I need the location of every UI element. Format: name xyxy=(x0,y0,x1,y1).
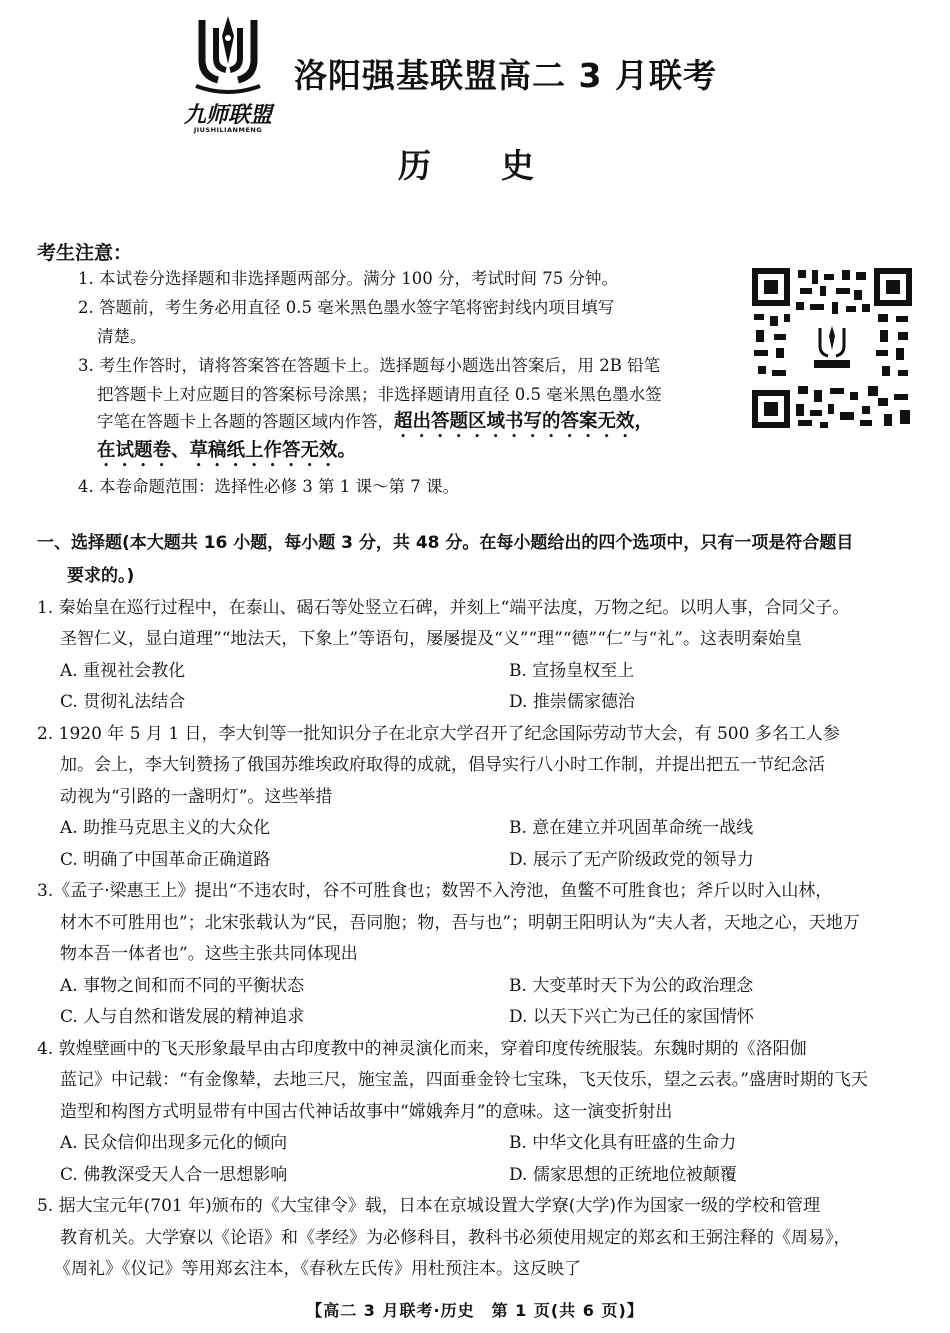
question-3-option-a[interactable]: A. 事物之间和而不同的平衡状态 xyxy=(60,976,305,996)
section-heading: 一、选择题(本大题共 16 小题，每小题 3 分，共 48 分。在每小题给出的四个选项中，只有一项是符合题目 xyxy=(37,533,854,553)
question-4-stem: 4. 敦煌壁画中的飞天形象最早由古印度教中的神灵演化而来，穿着印度传统服装。东魏时期的《洛阳伽 xyxy=(37,1039,807,1059)
logo-subtext: JIUSHILIANMENG xyxy=(193,126,263,134)
question-3-stem: 3.《孟子·梁惠王上》提出“不违农时，谷不可胜食也；数罟不入洿池，鱼鳖不可胜食也；斧斤以时入山林， xyxy=(37,881,833,901)
qr-code-icon xyxy=(750,266,914,430)
section-heading-cont: 要求的。) xyxy=(67,566,135,586)
question-4-option-c[interactable]: C. 佛教深受天人合一思想影响 xyxy=(60,1165,288,1185)
notice-item-3-text: 字笔在答题卡上各题的答题区域内作答， xyxy=(97,412,394,431)
question-2-option-c[interactable]: C. 明确了中国革命正确道路 xyxy=(60,850,271,870)
question-4-option-a[interactable]: A. 民众信仰出现多元化的倾向 xyxy=(60,1133,288,1153)
notice-emphasis-2: 在试题卷、草稿纸上作答无效。 xyxy=(97,440,357,461)
question-1-stem-cont: 圣智仁义，显白道理”“地法天，下象上”等语句，屡屡提及“义”“理”“德”“仁”与“礼”。这表明秦始皇 xyxy=(60,629,802,649)
logo-text: 九师联盟 xyxy=(183,103,272,128)
exam-title: 洛阳强基联盟高二 3 月联考 xyxy=(294,56,717,95)
question-1-option-c[interactable]: C. 贯彻礼法结合 xyxy=(60,692,186,712)
question-5-stem-cont2: 《周礼》《仪记》等用郑玄注本，《春秋左氏传》用杜预注本。这反映了 xyxy=(54,1259,581,1279)
question-3-stem-cont: 材木不可胜用也”；北宋张载认为“民，吾同胞；物，吾与也”；明朝王阳明认为“夫人者，天地之心，天地万 xyxy=(60,913,860,933)
question-4-stem-cont: 蓝记》中记载：“有金像辇，去地三尺，施宝盖，四面垂金铃七宝珠，飞天伎乐，望之云表。”盛唐时期的飞天 xyxy=(60,1070,868,1090)
question-1-option-b[interactable]: B. 宣扬皇权至上 xyxy=(509,661,635,681)
question-4-option-b[interactable]: B. 中华文化具有旺盛的生命力 xyxy=(509,1133,737,1153)
notice-item-2-cont: 清楚。 xyxy=(97,327,147,346)
question-2-option-b[interactable]: B. 意在建立并巩固革命统一战线 xyxy=(509,818,754,838)
page-footer: 【高二 3 月联考·历史 第 1 页(共 6 页)】 xyxy=(306,1301,644,1320)
subject-title: 历史 xyxy=(398,146,604,185)
notice-item-3-cont: 把答题卡上对应题目的答案标号涂黑；非选择题请用直径 0.5 毫米黑色墨水签 xyxy=(97,385,662,404)
question-2-stem: 2. 1920 年 5 月 1 日，李大钊等一批知识分子在北京大学召开了纪念国际劳动节大会，有 500 多名工人参 xyxy=(37,724,840,744)
notice-item-4: 4. 本卷命题范围：选择性必修 3 第 1 课～第 7 课。 xyxy=(78,477,459,496)
question-2-option-a[interactable]: A. 助推马克思主义的大众化 xyxy=(60,818,271,838)
logo xyxy=(172,14,284,132)
notice-emphasis-1: 超出答题区域书写的答案无效， xyxy=(394,411,654,432)
notice-item-3: 3. 考生作答时，请将答案答在答题卡上。选择题每小题选出答案后，用 2B 铅笔 xyxy=(78,356,661,375)
notice-item-3-cont3 xyxy=(97,436,356,471)
question-5-stem: 5. 据大宝元年(701 年)颁布的《大宝律令》载，日本在京城设置大学寮(大学)作为国家一级的学校和管理 xyxy=(37,1196,821,1216)
question-1-option-d[interactable]: D. 推崇儒家德治 xyxy=(509,692,635,712)
question-2-option-d[interactable]: D. 展示了无产阶级政党的领导力 xyxy=(509,850,754,870)
question-3-option-b[interactable]: B. 大变革时天下为公的政治理念 xyxy=(509,976,754,996)
question-4-stem-cont2: 造型和构图方式明显带有中国古代神话故事中“嫦娥奔月”的意味。这一演变折射出 xyxy=(60,1102,673,1122)
question-2-stem-cont: 加。会上，李大钊赞扬了俄国苏维埃政府取得的成就，倡导实行八小时工作制，并提出把五一节纪念活 xyxy=(60,755,825,775)
notice-item-1: 1. 本试卷分选择题和非选择题两部分。满分 100 分，考试时间 75 分钟。 xyxy=(78,269,618,288)
question-3-option-c[interactable]: C. 人与自然和谐发展的精神追求 xyxy=(60,1007,305,1027)
question-3-option-d[interactable]: D. 以天下兴亡为己任的家国情怀 xyxy=(509,1007,754,1027)
question-4-option-d[interactable]: D. 儒家思想的正统地位被颠覆 xyxy=(509,1165,737,1185)
notice-item-2: 2. 答题前，考生务必用直径 0.5 毫米黑色墨水签字笔将密封线内项目填写 xyxy=(78,298,615,317)
question-2-stem-cont2: 动视为“引路的一盏明灯”。这些举措 xyxy=(60,787,333,807)
question-5-stem-cont: 教育机关。大学寮以《论语》和《孝经》为必修科目，教科书必须使用规定的郑玄和王弼注释的《周易》， xyxy=(60,1228,851,1248)
qr-code xyxy=(750,266,914,430)
notice-heading: 考生注意： xyxy=(37,242,133,264)
logo-emblem-icon xyxy=(172,14,284,98)
question-3-stem-cont2: 物本吾一体者也”。这些主张共同体现出 xyxy=(60,944,358,964)
question-1-option-a[interactable]: A. 重视社会教化 xyxy=(60,661,186,681)
question-1-stem: 1. 秦始皇在巡行过程中，在泰山、碣石等处竖立石碑，并刻上“端平法度，万物之纪。以明人事，合同父子。 xyxy=(37,598,850,618)
